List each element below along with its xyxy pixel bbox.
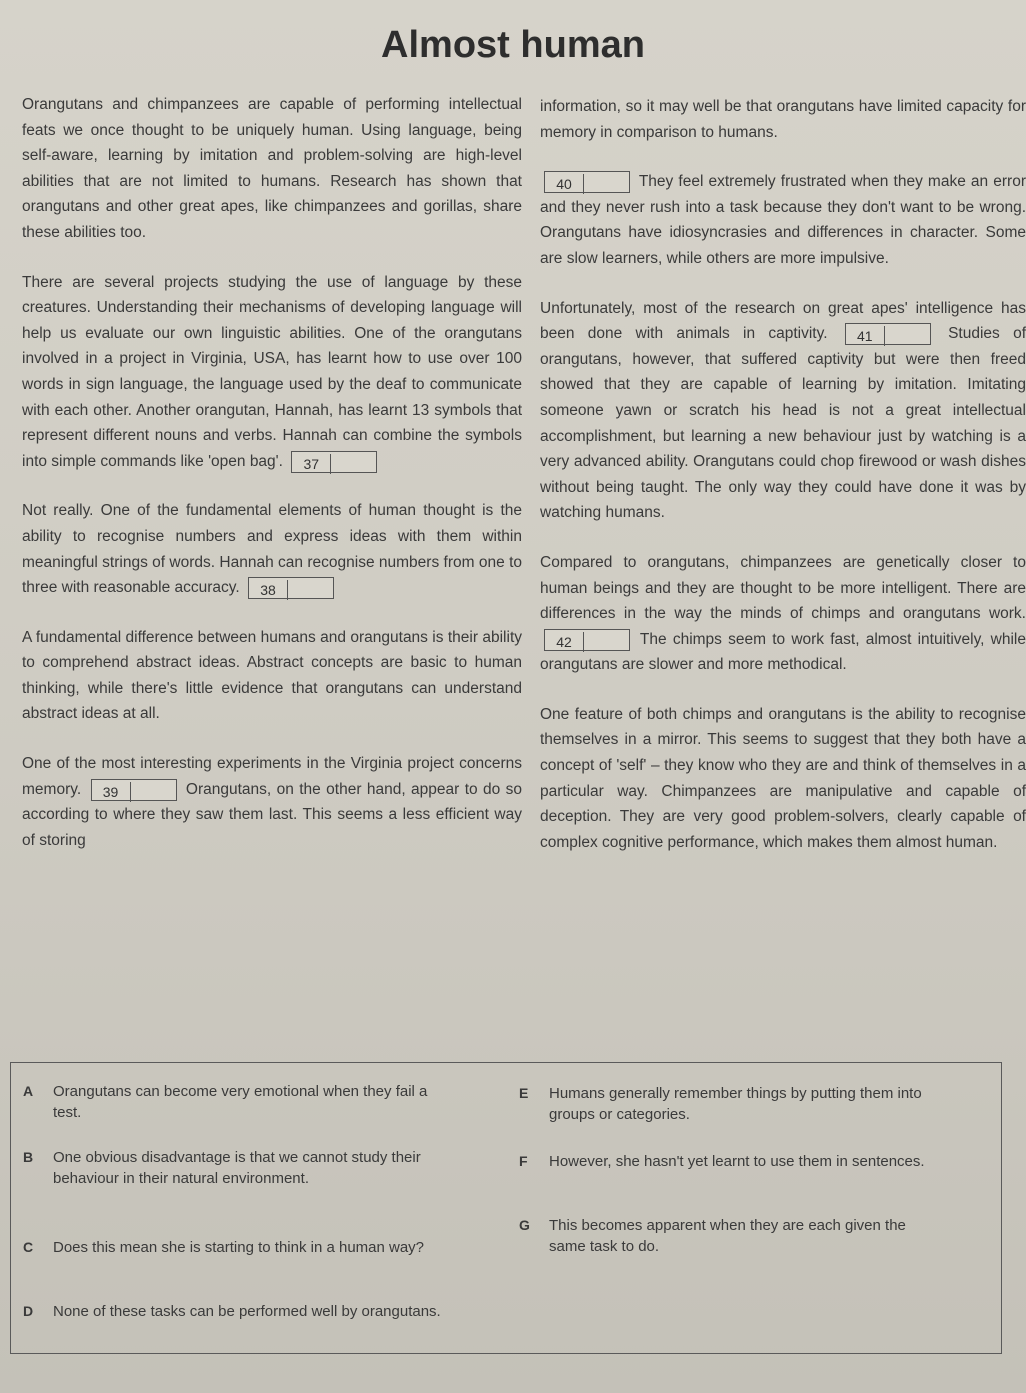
option-letter: G: [519, 1217, 530, 1233]
option-letter: F: [519, 1153, 528, 1169]
option-g: [519, 1215, 939, 1257]
paragraph-text: One of the most interesting experiments in the Virginia project concerns memory.: [22, 755, 522, 798]
answer-gap-38[interactable]: [248, 577, 334, 599]
paragraph: [540, 296, 1026, 526]
option-text: None of these tasks can be performed well by orangutans.: [53, 1303, 441, 1320]
option-letter: D: [23, 1303, 34, 1319]
answer-gap-37[interactable]: [291, 451, 377, 473]
paragraph: [22, 498, 522, 600]
gap-number: 37: [292, 454, 331, 474]
paragraph-text: Orangutans, on the other hand, appear to do so according to where they saw them last. This seems a less efficient way of storing: [22, 780, 522, 849]
left-column: [22, 92, 522, 877]
gap-number: 40: [545, 174, 584, 194]
option-text: Orangutans can become very emotional when they fail a test.: [53, 1083, 428, 1121]
option-c: [23, 1237, 443, 1258]
paragraph: [540, 169, 1026, 271]
answer-gap-41[interactable]: [845, 323, 931, 345]
paragraph-text: Unfortunately, most of the research on great apes' intelligence has been done with animals in captivity.: [540, 299, 1026, 343]
option-b: [23, 1147, 443, 1189]
option-letter: B: [23, 1149, 34, 1165]
answer-gap-42[interactable]: [544, 629, 630, 651]
option-a: [23, 1081, 443, 1123]
gap-number: 39: [92, 782, 131, 802]
page-title: Almost human: [381, 24, 645, 66]
option-text: One obvious disadvantage is that we cannot study their behaviour in their natural environment.: [53, 1149, 421, 1187]
answer-gap-40[interactable]: [544, 171, 630, 193]
right-column: [540, 94, 1026, 879]
paragraph-text: Compared to orangutans, chimpanzees are genetically closer to human beings and they are thought to be more intelligent. There are differences in the way the minds of chimps and orangutans work.: [540, 553, 1026, 623]
paragraph-text: Studies of orangutans, however, that suffered captivity but were then freed showed that they are capable of learning by imitation. Imitating someone yawn or scratch his head is not a great intellectual accomplishment, but learning a new behaviour just by watching is a very advanced ability. Orangutans could chop firewood or wash dishes without being taught. The only way they could have done it was by watching humans.: [540, 325, 1026, 522]
option-f: [519, 1151, 939, 1172]
gap-number: 42: [545, 632, 584, 652]
paragraph: information, so it may well be that orangutans have limited capacity for memory in comparison to humans.: [540, 98, 1026, 141]
paragraph: [22, 270, 522, 475]
paragraph-text: They feel extremely frustrated when they make an error and they never rush into a task because they don't want to be wrong. Orangutans have idiosyncrasies and differences in character. Some are slow learners, while others are more impulsive.: [540, 173, 1026, 267]
options-box: [10, 1062, 1002, 1354]
gap-number: 38: [249, 580, 288, 600]
option-letter: E: [519, 1085, 529, 1101]
paragraph-text: The chimps seem to work fast, almost intuitively, while orangutans are slower and more methodical.: [540, 630, 1026, 674]
option-e: [519, 1083, 939, 1125]
option-d: [23, 1301, 443, 1322]
option-text: Does this mean she is starting to think in a human way?: [53, 1239, 425, 1256]
paragraph: [22, 751, 522, 853]
option-letter: A: [23, 1083, 34, 1099]
option-letter: C: [23, 1239, 34, 1255]
gap-number: 41: [846, 326, 885, 346]
paragraph-text: Not really. One of the fundamental elements of human thought is the ability to recognise numbers and express ideas with them within meaningful strings of words. Hannah can recognise numbers from one to three with reasonable accuracy.: [22, 502, 522, 597]
paragraph: One feature of both chimps and orangutans is the ability to recognise themselves in a mirror. This seems to suggest that they both have a concept of 'self' – they know who they are and think of themselves in a particular way. Chimpanzees are manipulative and capable of deception. They are very good problem-solvers, clearly capable of complex cognitive performance, which makes them almost human.: [540, 705, 1026, 851]
paragraph: A fundamental difference between humans and orangutans is their ability to comprehend abstract ideas. Abstract concepts are basic to human thinking, while there's little evidence that orangutans can understand abstract ideas at all.: [22, 628, 522, 723]
paragraph-text: There are several projects studying the use of language by these creatures. Understanding their mechanisms of developing language will help us evaluate our own linguistic abilities. One of the orangutans involved in a project in Virginia, USA, has learnt how to use over 100 words in sign language, the language used by the deaf to communicate with each other. Another orangutan, Hannah, has learnt 13 symbols that represent different nouns and verbs. Hannah can combine the symbols into simple commands like 'open bag'.: [22, 273, 522, 470]
option-text: Humans generally remember things by putting them into groups or categories.: [549, 1085, 922, 1123]
paragraph: Orangutans and chimpanzees are capable of performing intellectual feats we once thought to be uniquely human. Using language, being self-aware, learning by imitation and problem-solving are high-level abilities that are not limited to humans. Research has shown that orangutans and other great apes, like chimpanzees and gorillas, share these abilities too.: [22, 96, 522, 241]
option-text: This becomes apparent when they are each given the same task to do.: [549, 1217, 906, 1255]
paragraph: [540, 550, 1026, 678]
answer-gap-39[interactable]: [91, 779, 177, 801]
option-text: However, she hasn't yet learnt to use them in sentences.: [549, 1153, 925, 1170]
